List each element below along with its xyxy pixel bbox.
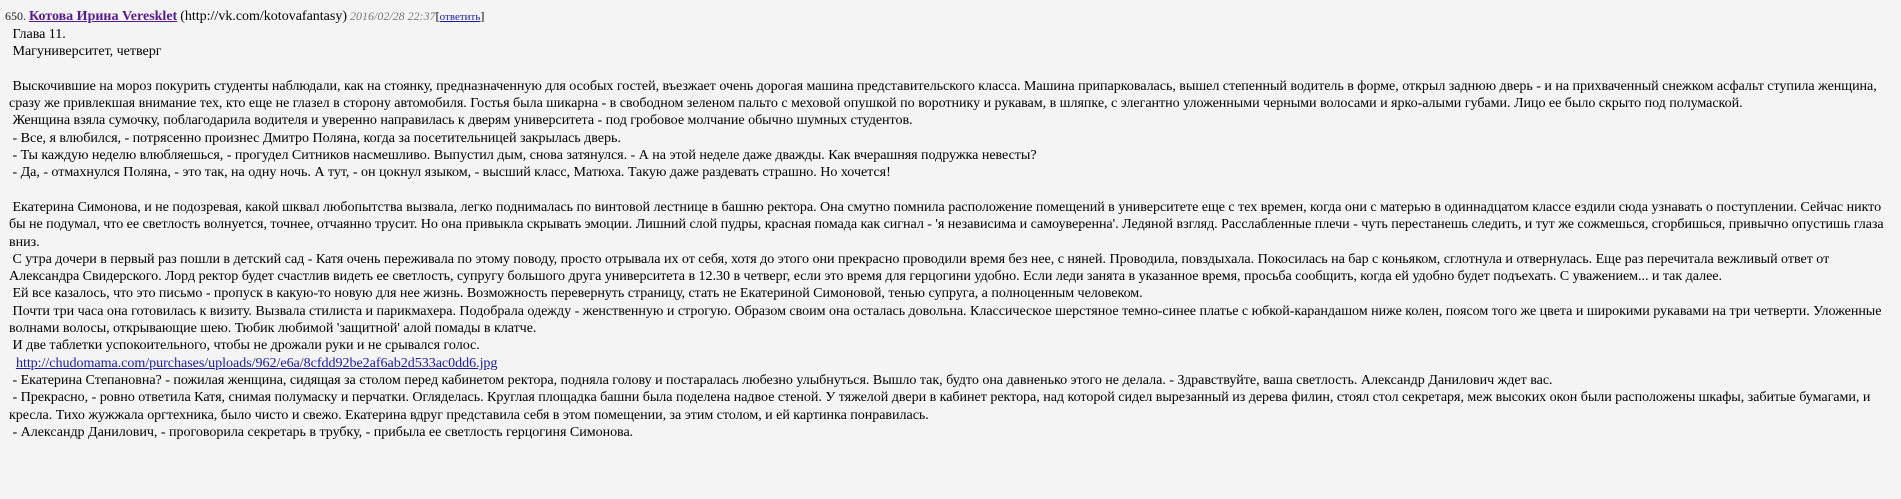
text-line: Ей все казалось, что это письмо - пропуск в какую-то новую для нее жизнь. Возможность перевернуть страницу, стать не Екатериной Симоновой, тенью супруга, а полноценным человеком. (9, 285, 1143, 302)
text-line: - Ты каждую неделю влюбляешься, - прогудел Ситников насмешливо. Выпустил дым, снова затянулся. - А на этой неделе даже дважды. Как вчерашняя подружка невесты? (9, 147, 1037, 164)
text-line: Выскочившие на мороз покурить студенты наблюдали, как на стоянку, предназначенную для особых гостей, въезжает очень дорогая машина представительского класса. Машина припарковалась, вышел степенный водитель в форме, открыл заднюю дверь - и на прихваченный снежком асфальт ступила женщина, сразу же привлекшая внимание тех, кто еще не глазел в сторону автомобиля. Гостья была шикарна - в свободном зеленом пальто с меховой опушкой по воротнику и рукавам, в шляпке, с элегантно уложенными черными волосами и ярко-алыми губами. Лицо ее было скрыто под полумаской. (9, 77, 1881, 112)
reply-link[interactable]: ответить (439, 11, 481, 23)
blank-line (9, 182, 1895, 199)
reply-bracket-close: ] (480, 9, 485, 23)
comment (5, 8, 1895, 441)
author-url: (http://vk.com/kotovafantasy) (180, 9, 347, 24)
text-line: С утра дочери в первый раз пошли в детский сад - Катя очень переживала по этому поводу, просто отрывала их от себя, хотя до этого они прекрасно проводили время без нее, с няней. Проводила, повздыхала. Покосилась на бар с коньяком, сглотнула и отвернулась. Еще раз перечитала вежливый ответ от Александра Свидерского. Лорд ректор будет счастлив видеть ее светлость, супругу большого друга университета в 12.30 в четверг, если это время для герцогини удобно. Если леди занята в указанное время, просьба сообщить, когда ей удобно будет подъехать. С уважением... и так далее. (9, 250, 1833, 285)
text-line: Почти три часа она готовилась к визиту. Вызвала стилиста и парикмахера. Подобрала одежду - женственную и строгую. Образом своим она осталась довольна. Классическое шерстяное темно-синее платье с юбкой-карандашом ниже колен, поясом того же цвета и широкими рукавами на три четверти. Уложенные волнами волосы, открывающие шею. Тюбик любимой 'защитной' алой помады в клатче. (9, 302, 1885, 337)
text-line: Женщина взяла сумочку, поблагодарила водителя и уверенно направилась к дверям университета - под гробовое молчание обычно шумных студентов. (9, 112, 913, 129)
text-line: - Да, - отмахнулся Поляна, - это так, на одну ночь. А тут, - он цокнул языком, - высший класс, Матюха. Такую даже раздевать страшно. Но хочется! (9, 164, 891, 181)
reply-bracket-open: [ (435, 9, 440, 23)
text-line: - Прекрасно, - ровно ответила Катя, снимая полумаску и перчатки. Огляделась. Круглая площадка башни была поделена надвое стеной. У тяжелой двери в кабинет ректора, над которой сидел вырезанный из дерева филин, стоял стол секретаря, меж высоких окон были расположены шкафы, забитые бумагами, и кресла. Тихо жужжала оргтехника, было чисто и свежо. Екатерина вдруг представила себя в этом помещении, за этим столом, и ей картинка понравилась. (9, 389, 1874, 423)
image-link[interactable]: http://chudomama.com/purchases/uploads/962/e6a/8cfdd92be2af6ab2d533ac0dd6.jpg (15, 354, 498, 371)
comment-number: 650. (5, 9, 26, 23)
comment-header (5, 8, 1895, 26)
blank-line (9, 61, 1895, 78)
text-line: Магуниверситет, четверг (9, 43, 162, 60)
text-line: - Александр Данилович, - проговорила секретарь в трубку, - прибыла ее светлость герцогиня Симонова. (9, 423, 634, 440)
text-line: - Все, я влюбился, - потрясенно произнес Дмитро Поляна, когда за посетительницей закрылась дверь. (9, 129, 621, 146)
text-line: Глава 11. (9, 26, 66, 42)
author-link[interactable]: Котова Ирина Veresklet (29, 9, 178, 24)
text-line: Екатерина Симонова, и не подозревая, какой шквал любопытства вызвала, легко поднималась по винтовой лестнице в башню ректора. Она смутно помнила расположение помещений в университете еще с тех времен, когда они с матерью в одиннадцатом классе ездили сюда узнавать о поступлении. Сейчас никто бы не подумал, что ее светлость волнуется, точнее, отчаянно трусит. Но она привыкла скрывать эмоции. Лишний слой пудры, красная помада как сигнал - 'я независима и самоуверенна'. Ледяной взгляд. Расслабленные плечи - чуть перестанешь следить, и тут же сожмешься, сгорбишься, привычно опустишь глаза вниз. (9, 198, 1888, 250)
text-line: И две таблетки успокоительного, чтобы не дрожали руки и не срывался голос. (9, 337, 480, 354)
text-line: - Екатерина Степановна? - пожилая женщина, сидящая за столом перед кабинетом ректора, подняла голову и постаралась любезно улыбнуться. Вышло так, будто она давненько этого не делала. - Здравствуйте, ваша светлость. Александр Данилович ждет вас. (9, 371, 1553, 388)
comment-body (9, 26, 1895, 441)
comment-timestamp: 2016/02/28 22:37 (350, 9, 436, 23)
